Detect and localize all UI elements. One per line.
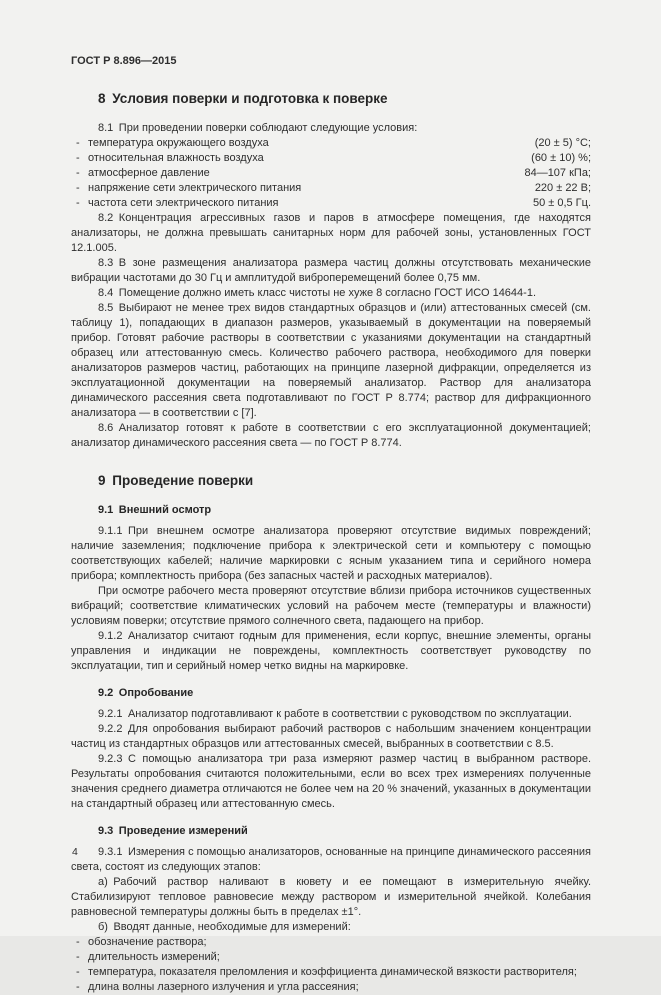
- list-dash: -: [76, 936, 80, 948]
- condition-value: 220 ± 22 В;: [534, 182, 591, 194]
- section-9-heading: 9 Проведение поверки: [98, 473, 254, 488]
- item-text: длительность измерений;: [88, 951, 220, 963]
- paragraph-9-1-1b: При осмотре рабочего места проверяют отсутствие вблизи прибора источников существенных вибраций; соответствие климатических условий на рабочем месте (температуры и влажности) условиям поверки; отсутствие прямого солнечного света, падающего на прибор.: [71, 585, 591, 627]
- condition-row: [71, 196, 591, 211]
- list-dash: -: [76, 981, 80, 993]
- condition-label: температура окружающего воздуха: [88, 137, 269, 149]
- list-dash: -: [76, 137, 80, 149]
- subsection-9-1-heading: 9.1 Внешний осмотр: [98, 504, 212, 516]
- measurement-input-item: [71, 935, 591, 950]
- condition-value: (20 ± 5) °С;: [534, 137, 591, 149]
- paragraph-9-1-2: 9.1.2 Анализатор считают годным для применения, если корпус, внешние элементы, органы управления и индикации не повреждены, комплектность соответствует руководству по эксплуатации, тип и серийный номер четко видны на маркировке.: [71, 630, 591, 672]
- condition-value: 84—107 кПа;: [524, 167, 591, 179]
- paragraph-9-2-3: 9.2.3 С помощью анализатора три раза измеряют размер частиц в выбранном растворе. Результаты опробования считаются положительными, если во всех трех измерениях полученные значения среднего диаметра отличаются не более чем на 20 % значений, указанных в документации на стандартный образец или аттестованную смесь.: [71, 753, 591, 810]
- document-code: ГОСТ Р 8.896—2015: [71, 55, 177, 67]
- condition-label: атмосферное давление: [88, 167, 210, 179]
- list-dash: -: [76, 182, 80, 194]
- paragraph-9-1-1: 9.1.1 При внешнем осмотре анализатора проверяют отсутствие видимых повреждений; наличие заземления; подключение прибора к электрической сети и компьютеру с помощью соответствующих кабелей; наличие маркировки с ясным указанием типа и серийного номера прибора; комплектность прибора (без запасных частей и расходных материалов).: [71, 525, 591, 582]
- paragraph-8-4: 8.4 Помещение должно иметь класс чистоты не хуже 8 согласно ГОСТ ИСО 14644-1.: [98, 287, 537, 299]
- list-dash: -: [76, 966, 80, 978]
- measurement-input-item: [71, 950, 591, 965]
- paragraph-9-3-1a: а) Рабочий раствор наливают в кювету и ее помещают в измерительную ячейку. Стабилизируют тепловое равновесие между раствором и измерительной ячейкой. Колебания равновесной температуры должны быть в пределах ±1°.: [71, 876, 591, 918]
- page-number: 4: [72, 846, 78, 858]
- list-dash: -: [76, 951, 80, 963]
- condition-row: [71, 166, 591, 181]
- condition-label: относительная влажность воздуха: [88, 152, 264, 164]
- paragraph-9-2-1: 9.2.1 Анализатор подготавливают к работе в соответствии с руководством по эксплуатации.: [98, 708, 572, 720]
- measurement-input-item: [71, 965, 591, 980]
- paragraph-8-6: 8.6 Анализатор готовят к работе в соответствии с его эксплуатационной документацией; анализатор динамического рассеяния света — по ГОСТ Р 8.774.: [71, 422, 591, 449]
- paragraph-9-3-1: 9.3.1 Измерения с помощью анализаторов, основанные на принципе динамического рассеяния света, состоят из следующих этапов:: [71, 846, 591, 873]
- list-dash: -: [76, 167, 80, 179]
- section-8-heading: 8 Условия поверки и подготовка к поверке: [98, 91, 388, 106]
- paragraph-8-5: 8.5 Выбирают не менее трех видов стандартных образцов и (или) аттестованных смесей (см. таблицу 1), попадающих в диапазон размеров, указываемый в документации на поверяемый прибор. Готовят рабочие растворы в соответствии с указаниями документации на стандартный образец или аттестованную смесь. Количество рабочего раствора, необходимого для поверки анализаторов размеров частиц, работающих на принципе лазерной дифракции, определяется из эксплуатационной документации на поверяемый анализатор. Раствор для анализатора динамического рассеяния света подготавливают по ГОСТ Р 8.774; раствор для дифракционного анализатора — в соответствии с [7].: [71, 302, 591, 419]
- paragraph-8-1: 8.1 При проведении поверки соблюдают следующие условия:: [98, 122, 418, 134]
- paragraph-8-3: 8.3 В зоне размещения анализатора размера частиц должны отсутствовать механические вибрации частотами до 30 Гц и амплитудой виброперемещений более 0,75 мм.: [71, 257, 591, 284]
- condition-row: [71, 136, 591, 151]
- paragraph-8-2: 8.2 Концентрация агрессивных газов и паров в атмосфере помещения, где находятся анализаторы, не должна превышать санитарных норм для рабочей зоны, установленных ГОСТ 12.1.005.: [71, 212, 591, 254]
- item-text: длина волны лазерного излучения и угла рассеяния;: [88, 981, 359, 993]
- condition-row: [71, 151, 591, 166]
- item-text: обозначение раствора;: [88, 936, 207, 948]
- condition-label: напряжение сети электрического питания: [88, 182, 302, 194]
- list-dash: -: [76, 152, 80, 164]
- paragraph-9-2-2: 9.2.2 Для опробования выбирают рабочий растворов с набольшим значением концентрации частиц из стандартных образцов или аттестованных смесей, выбранных в соответствии с 8.5.: [71, 723, 591, 750]
- condition-value: (60 ± 10) %;: [531, 152, 591, 164]
- item-text: температура, показателя преломления и коэффициента динамической вязкости растворителя;: [88, 966, 577, 978]
- list-dash: -: [76, 197, 80, 209]
- paragraph-9-3-1b: б) Вводят данные, необходимые для измерений:: [98, 921, 351, 933]
- condition-value: 50 ± 0,5 Гц.: [532, 197, 591, 209]
- subsection-9-3-heading: 9.3 Проведение измерений: [98, 825, 248, 837]
- measurement-input-item: [71, 980, 591, 995]
- condition-row: [71, 181, 591, 196]
- subsection-9-2-heading: 9.2 Опробование: [98, 687, 194, 699]
- condition-label: частота сети электрического питания: [88, 197, 279, 209]
